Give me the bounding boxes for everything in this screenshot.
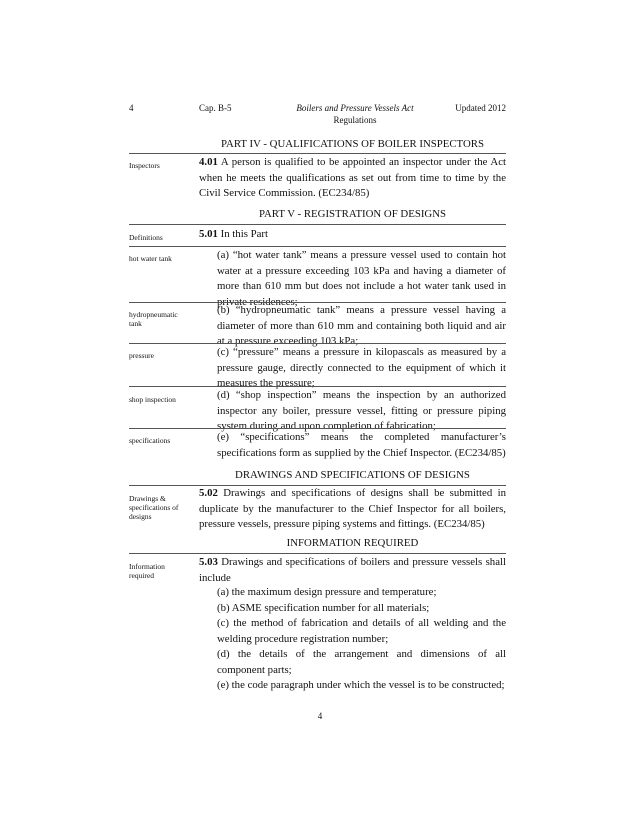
margin-note-information: Information required [129,562,165,580]
list-item: (b) ASME specification number for all materials; [217,602,430,614]
list-item: (e) the code paragraph under which the vessel is to be constructed; [217,679,505,691]
header-page-number: 4 [129,103,134,113]
section-number: 5.02 [199,487,218,499]
section-5-02 [199,486,506,533]
margin-note-pressure: pressure [129,351,154,360]
list-item: (d) the details of the arrangement and dimensions of all component parts; [217,648,506,676]
margin-note-inspectors: Inspectors [129,161,160,170]
section-number: 5.01 [199,228,218,240]
margin-note-shop-inspection: shop inspection [129,395,176,404]
list-item: (c) the method of fabrication and details of all welding and the welding procedure registration number; [217,617,506,645]
definition-specifications: (e) “specifications” means the completed manufacturer’s specifications form as supplied by the Chief Inspector. (EC234/85) [217,431,506,459]
header-updated: Updated 2012 [455,103,506,113]
margin-note-definitions: Definitions [129,233,163,242]
part-iv-heading: PART IV - QUALIFICATIONS OF BOILER INSPECTORS [221,138,484,150]
divider [129,246,506,247]
section-number: 5.03 [199,556,218,568]
divider [129,386,506,387]
information-heading: INFORMATION REQUIRED [286,537,419,549]
margin-note-hot-water-tank: hot water tank [129,254,172,263]
section-number: 4.01 [199,156,218,168]
divider [129,428,506,429]
section-4-01 [199,155,506,202]
margin-note-specifications: specifications [129,436,171,445]
section-text: A person is qualified to be appointed an inspector under the Act when he meets the qualifications as set out from time to time by the Civil Service Commission. (EC234/85) [199,156,506,199]
section-5-03 [199,555,506,586]
footer-page-number: 4 [317,711,323,721]
header-title: Boilers and Pressure Vessels Act [296,103,414,113]
section-5-01 [199,227,506,243]
section-text: Drawings and specifications of boilers and pressure vessels shall include [199,556,506,584]
section-text: Drawings and specifications of designs shall be submitted in duplicate by the manufacturer to the Chief Inspector for all boilers, pressure vessels, pressure piping systems and fittings. (EC234/85) [199,487,506,530]
header-cap: Cap. B-5 [199,103,232,113]
divider [129,553,506,554]
divider [129,224,506,225]
section-text: In this Part [217,228,268,240]
definition-hot-water-tank: (a) “hot water tank” means a pressure vessel used to contain hot water at a pressure exceeding 103 kPa and having a diameter of more than 610 mm but does not include a hot water tank used in private residences; [217,249,506,308]
definition-shop-inspection: (d) “shop inspection” means the inspection by an authorized inspector any boiler, pressure vessel, fitting or pressure piping system during and upon completion of fabrication; [217,389,506,432]
header-subtitle: Regulations [333,115,377,125]
margin-note-drawings: Drawings & specifications of designs [129,494,179,521]
part-v-heading: PART V - REGISTRATION OF DESIGNS [258,208,447,220]
list-item: (a) the maximum design pressure and temperature; [217,586,437,598]
definition-pressure: (c) “pressure” means a pressure in kilopascals as measured by a pressure gauge, directly connected to the equipment of which it measures the pressure; [217,346,506,389]
drawings-heading: DRAWINGS AND SPECIFICATIONS OF DESIGNS [235,469,470,481]
definition-hydropneumatic-tank: (b) “hydropneumatic tank” means a pressure vessel having a diameter of more than 610 mm and containing both liquid and air at a pressure exceeding 103 kPa; [217,304,506,347]
margin-note-hydropneumatic-tank: hydropneumatic tank [129,310,178,328]
divider [129,153,506,154]
divider [129,343,506,344]
